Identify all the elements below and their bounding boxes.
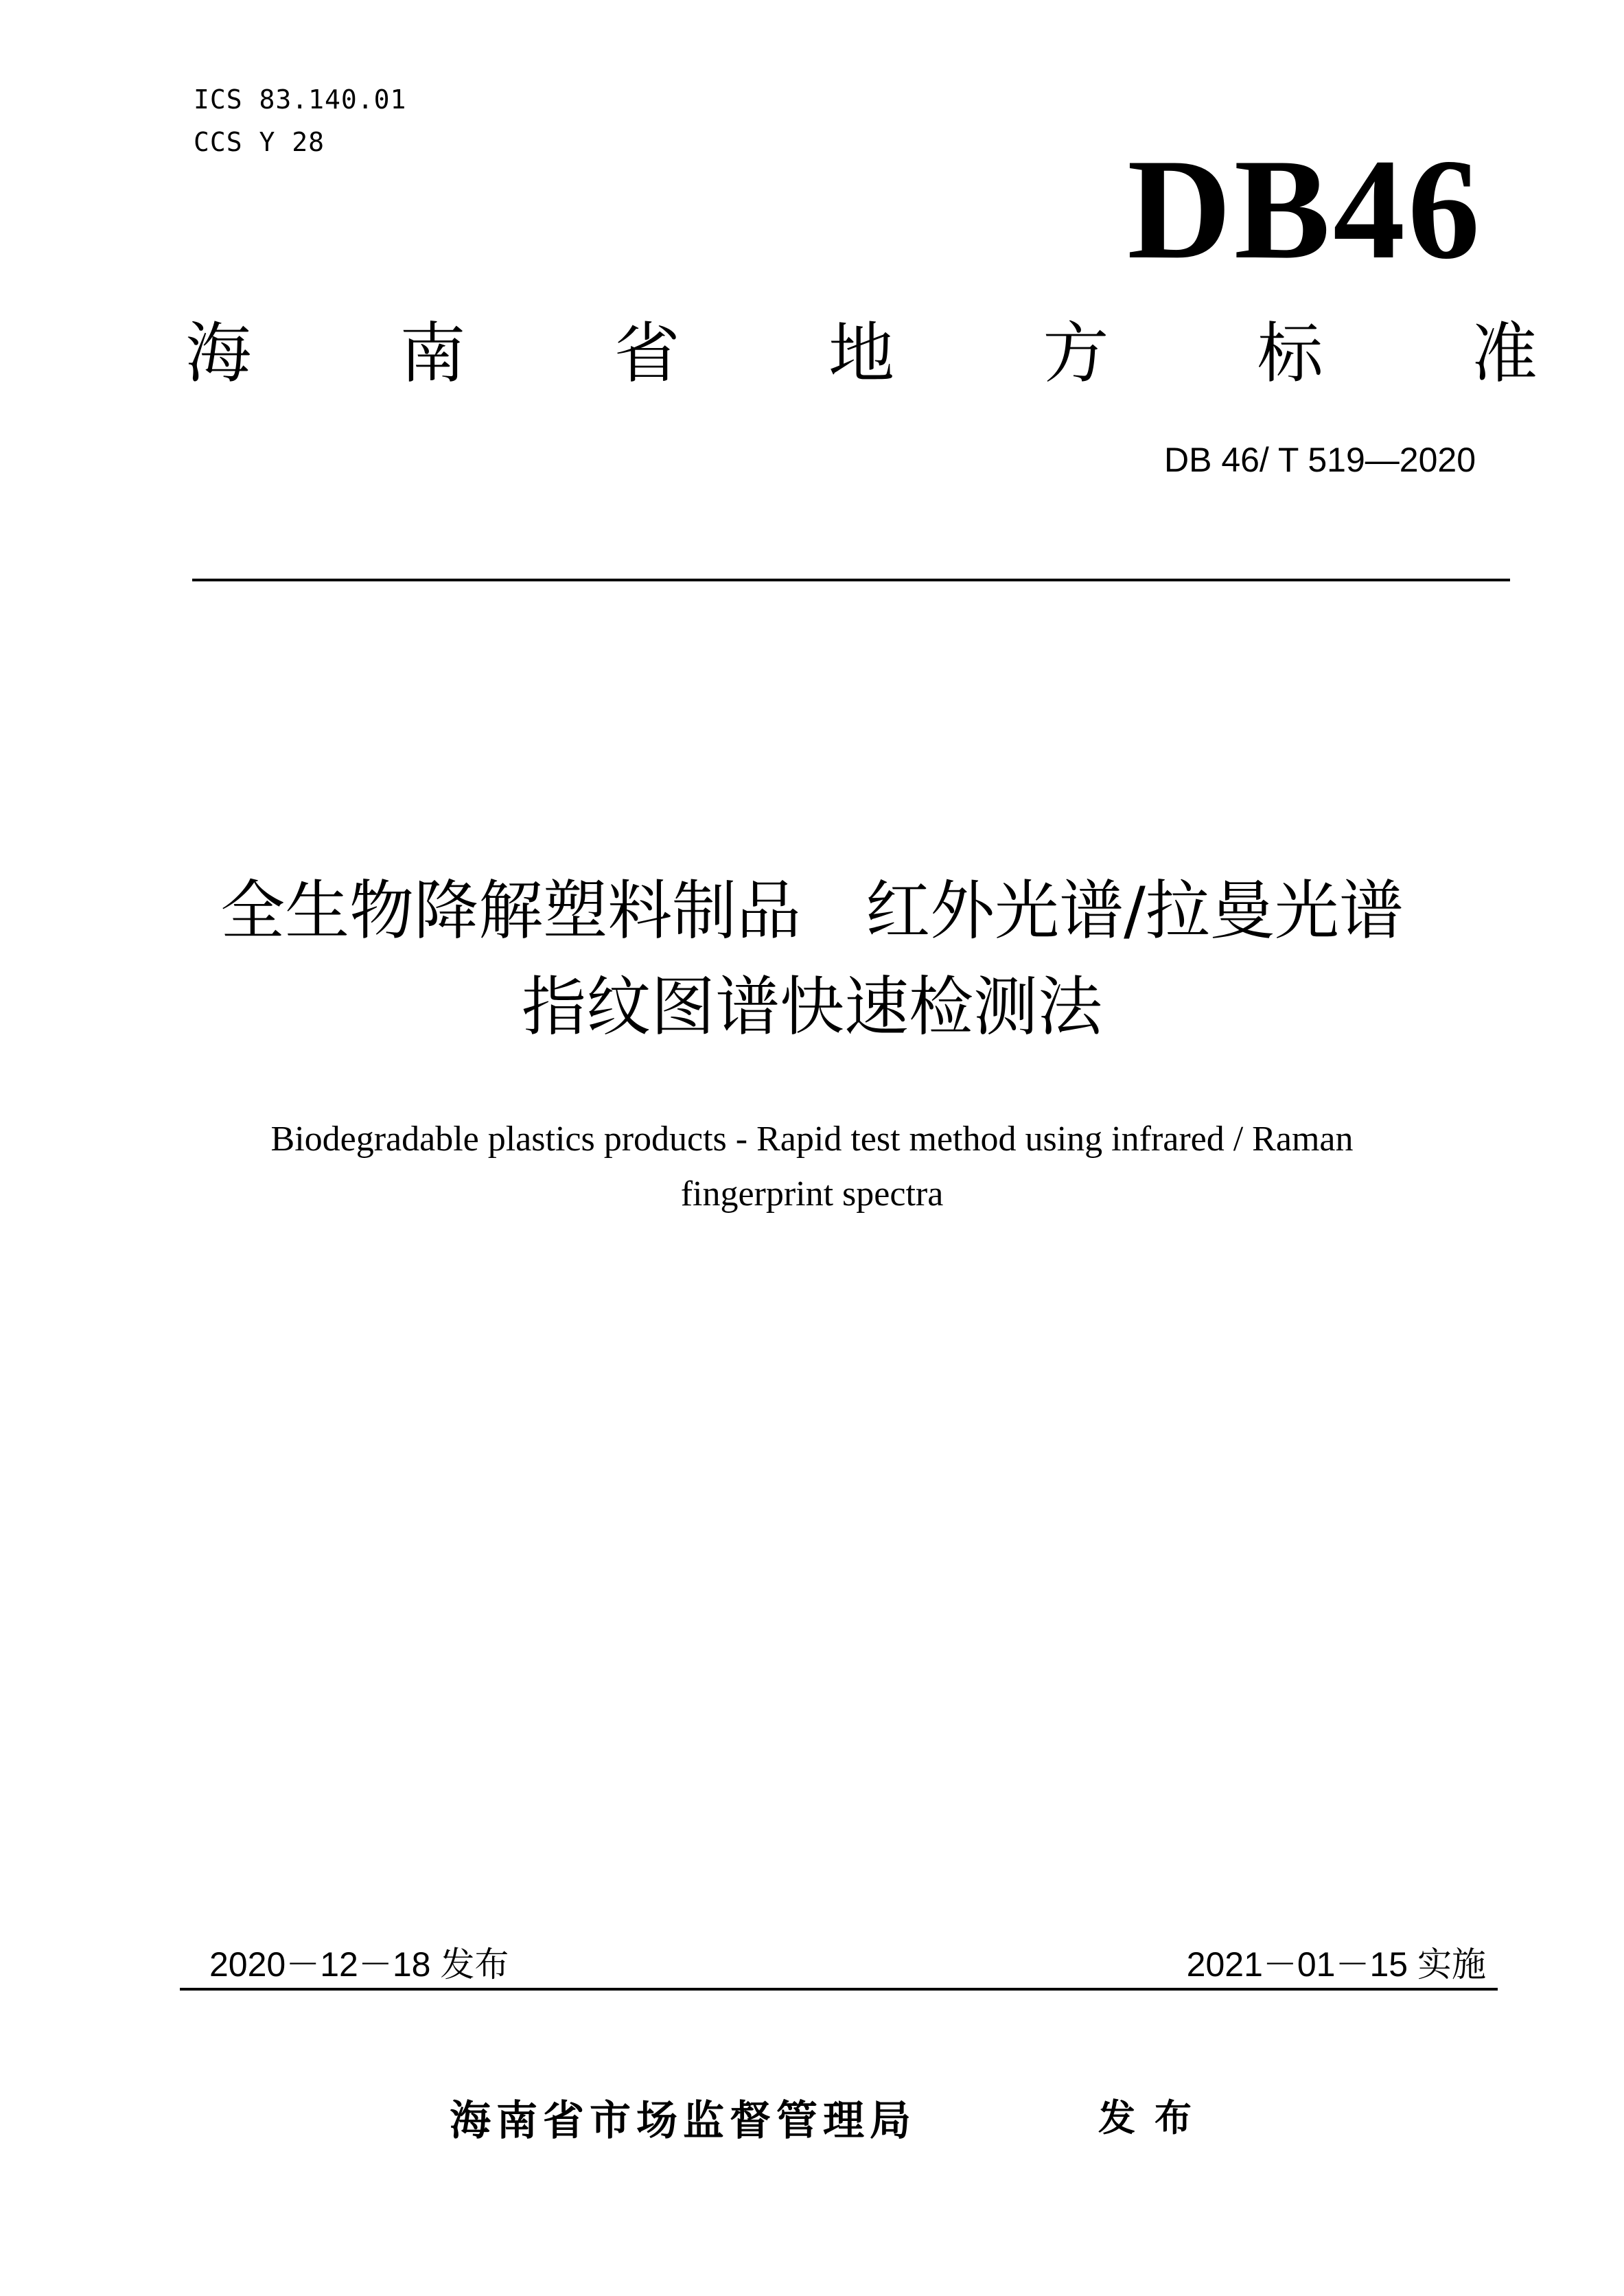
standard-type-heading <box>185 316 1538 391</box>
standard-type-char: 标 <box>1257 315 1323 392</box>
db46-logo: DB46 <box>1127 130 1483 289</box>
standard-type-char: 地 <box>828 315 894 392</box>
implementation-date: 2021－01－15 实施 <box>1186 1945 1486 1984</box>
ccs-code: CCS Y 28 <box>194 127 325 157</box>
publisher-name: 海南省市场监督管理局 <box>450 2097 916 2145</box>
ics-code: ICS 83.140.01 <box>194 84 407 115</box>
standard-type-char: 省 <box>614 315 680 392</box>
standard-type-char: 方 <box>1043 315 1109 392</box>
standard-number: DB 46/ T 519—2020 <box>1163 441 1476 479</box>
standard-type-char: 准 <box>1471 315 1538 392</box>
footer-divider <box>180 1988 1498 1991</box>
title-english-line2: fingerprint spectra <box>680 1174 944 1214</box>
standard-type-char: 海 <box>185 315 251 392</box>
title-english-line1: Biodegradable plastics products - Rapid test method using infrared / Raman <box>270 1120 1354 1159</box>
title-chinese-line1: 全生物降解塑料制品 红外光谱/拉曼光谱 <box>220 874 1404 949</box>
standard-type-char: 南 <box>399 315 466 392</box>
header-divider <box>192 579 1510 581</box>
title-chinese-line2: 指纹图谱快速检测法 <box>521 970 1102 1045</box>
publish-label: 发布 <box>1098 2096 1211 2140</box>
issue-date: 2020－12－18 发布 <box>209 1945 509 1984</box>
